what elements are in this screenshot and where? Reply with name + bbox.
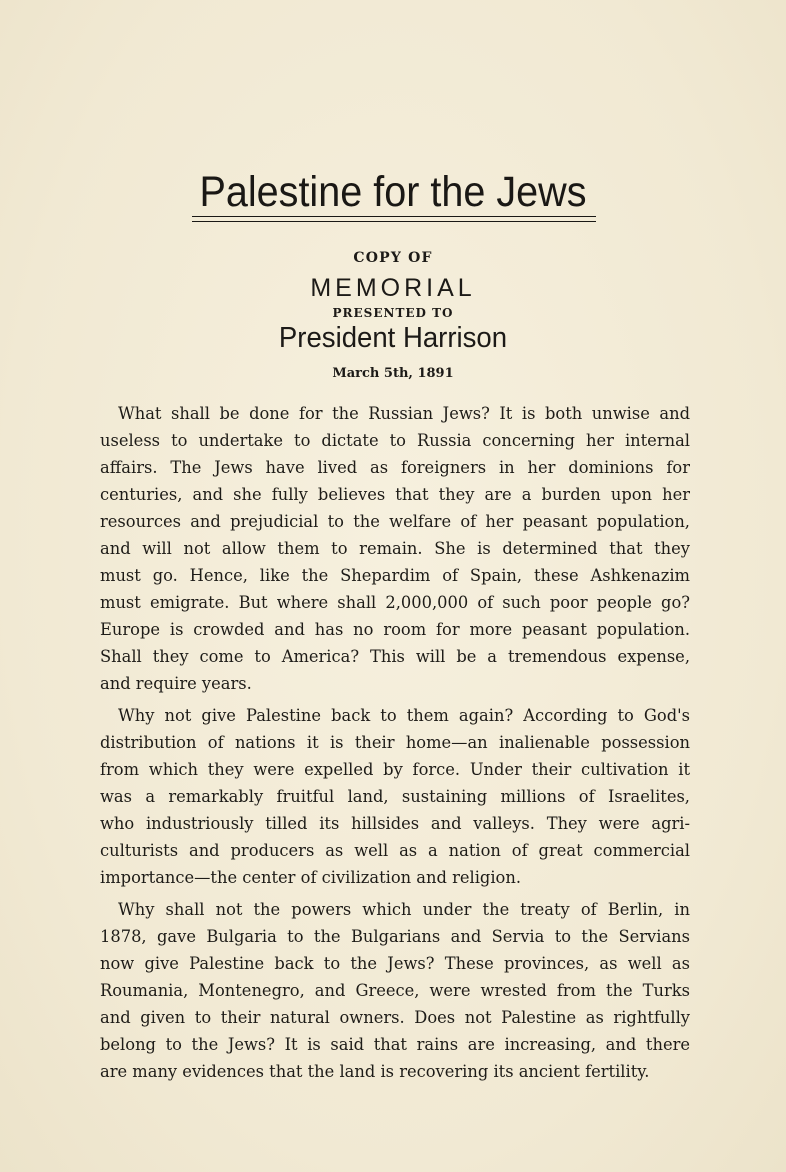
memorial-date: March 5th, 1891 — [332, 366, 454, 381]
memorial-heading: MEMORIAL — [310, 274, 476, 302]
text-line: 1878, gave Bulgaria to the Bulgarians and Servia to the Servians — [100, 927, 690, 946]
copy-of-label: COPY OF — [353, 250, 433, 266]
text-line: Roumania, Montenegro, and Greece, were wrested from the Turks — [100, 981, 690, 1000]
text-line: from which they were expelled by force. Under their cultivation it — [100, 760, 690, 779]
text-line: Why not give Palestine back to them again? According to God's — [118, 706, 690, 725]
text-line: was a remarkably fruitful land, sustaining millions of Israelites, — [100, 787, 690, 806]
text-line: and require years. — [100, 674, 252, 693]
presented-to-label: PRESENTED TO — [332, 306, 454, 320]
text-line: must emigrate. But where shall 2,000,000 of such poor people go? — [100, 593, 690, 612]
text-line: belong to the Jews? It is said that rains are increasing, and there — [100, 1035, 690, 1054]
text-line: distribution of nations it is their home—an inalienable possession — [100, 733, 690, 752]
text-line: What shall be done for the Russian Jews? It is both unwise and — [118, 404, 690, 423]
text-line: must go. Hence, like the Shepardim of Spain, these Ashkenazim — [100, 566, 690, 585]
title-double-rule-bottom — [192, 221, 596, 222]
text-line: affairs. The Jews have lived as foreigners in her dominions for — [100, 458, 690, 477]
text-line: and will not allow them to remain. She is determined that they — [100, 539, 690, 558]
text-line: are many evidences that the land is recovering its ancient fertility. — [100, 1062, 650, 1081]
text-line: culturists and producers as well as a nation of great commercial — [100, 841, 690, 860]
text-line: centuries, and she fully believes that they are a burden upon her — [100, 485, 690, 504]
text-line: useless to undertake to dictate to Russia concerning her internal — [100, 431, 690, 450]
text-line: and given to their natural owners. Does not Palestine as rightfully — [100, 1008, 690, 1027]
title-double-rule-top — [192, 216, 596, 217]
text-line: resources and prejudicial to the welfare of her peasant population, — [100, 512, 690, 531]
text-line: now give Palestine back to the Jews? These provinces, as well as — [100, 954, 690, 973]
recipient-name: President Harrison — [278, 322, 508, 354]
text-line: Shall they come to America? This will be a tremendous expense, — [100, 647, 690, 666]
document-title: Palestine for the Jews — [199, 168, 587, 216]
text-line: importance—the center of civilization and religion. — [100, 868, 521, 887]
text-line: Europe is crowded and has no room for more peasant population. — [100, 620, 690, 639]
text-line: Why shall not the powers which under the treaty of Berlin, in — [118, 900, 690, 919]
text-line: who industriously tilled its hillsides and valleys. They were agri- — [100, 814, 690, 833]
